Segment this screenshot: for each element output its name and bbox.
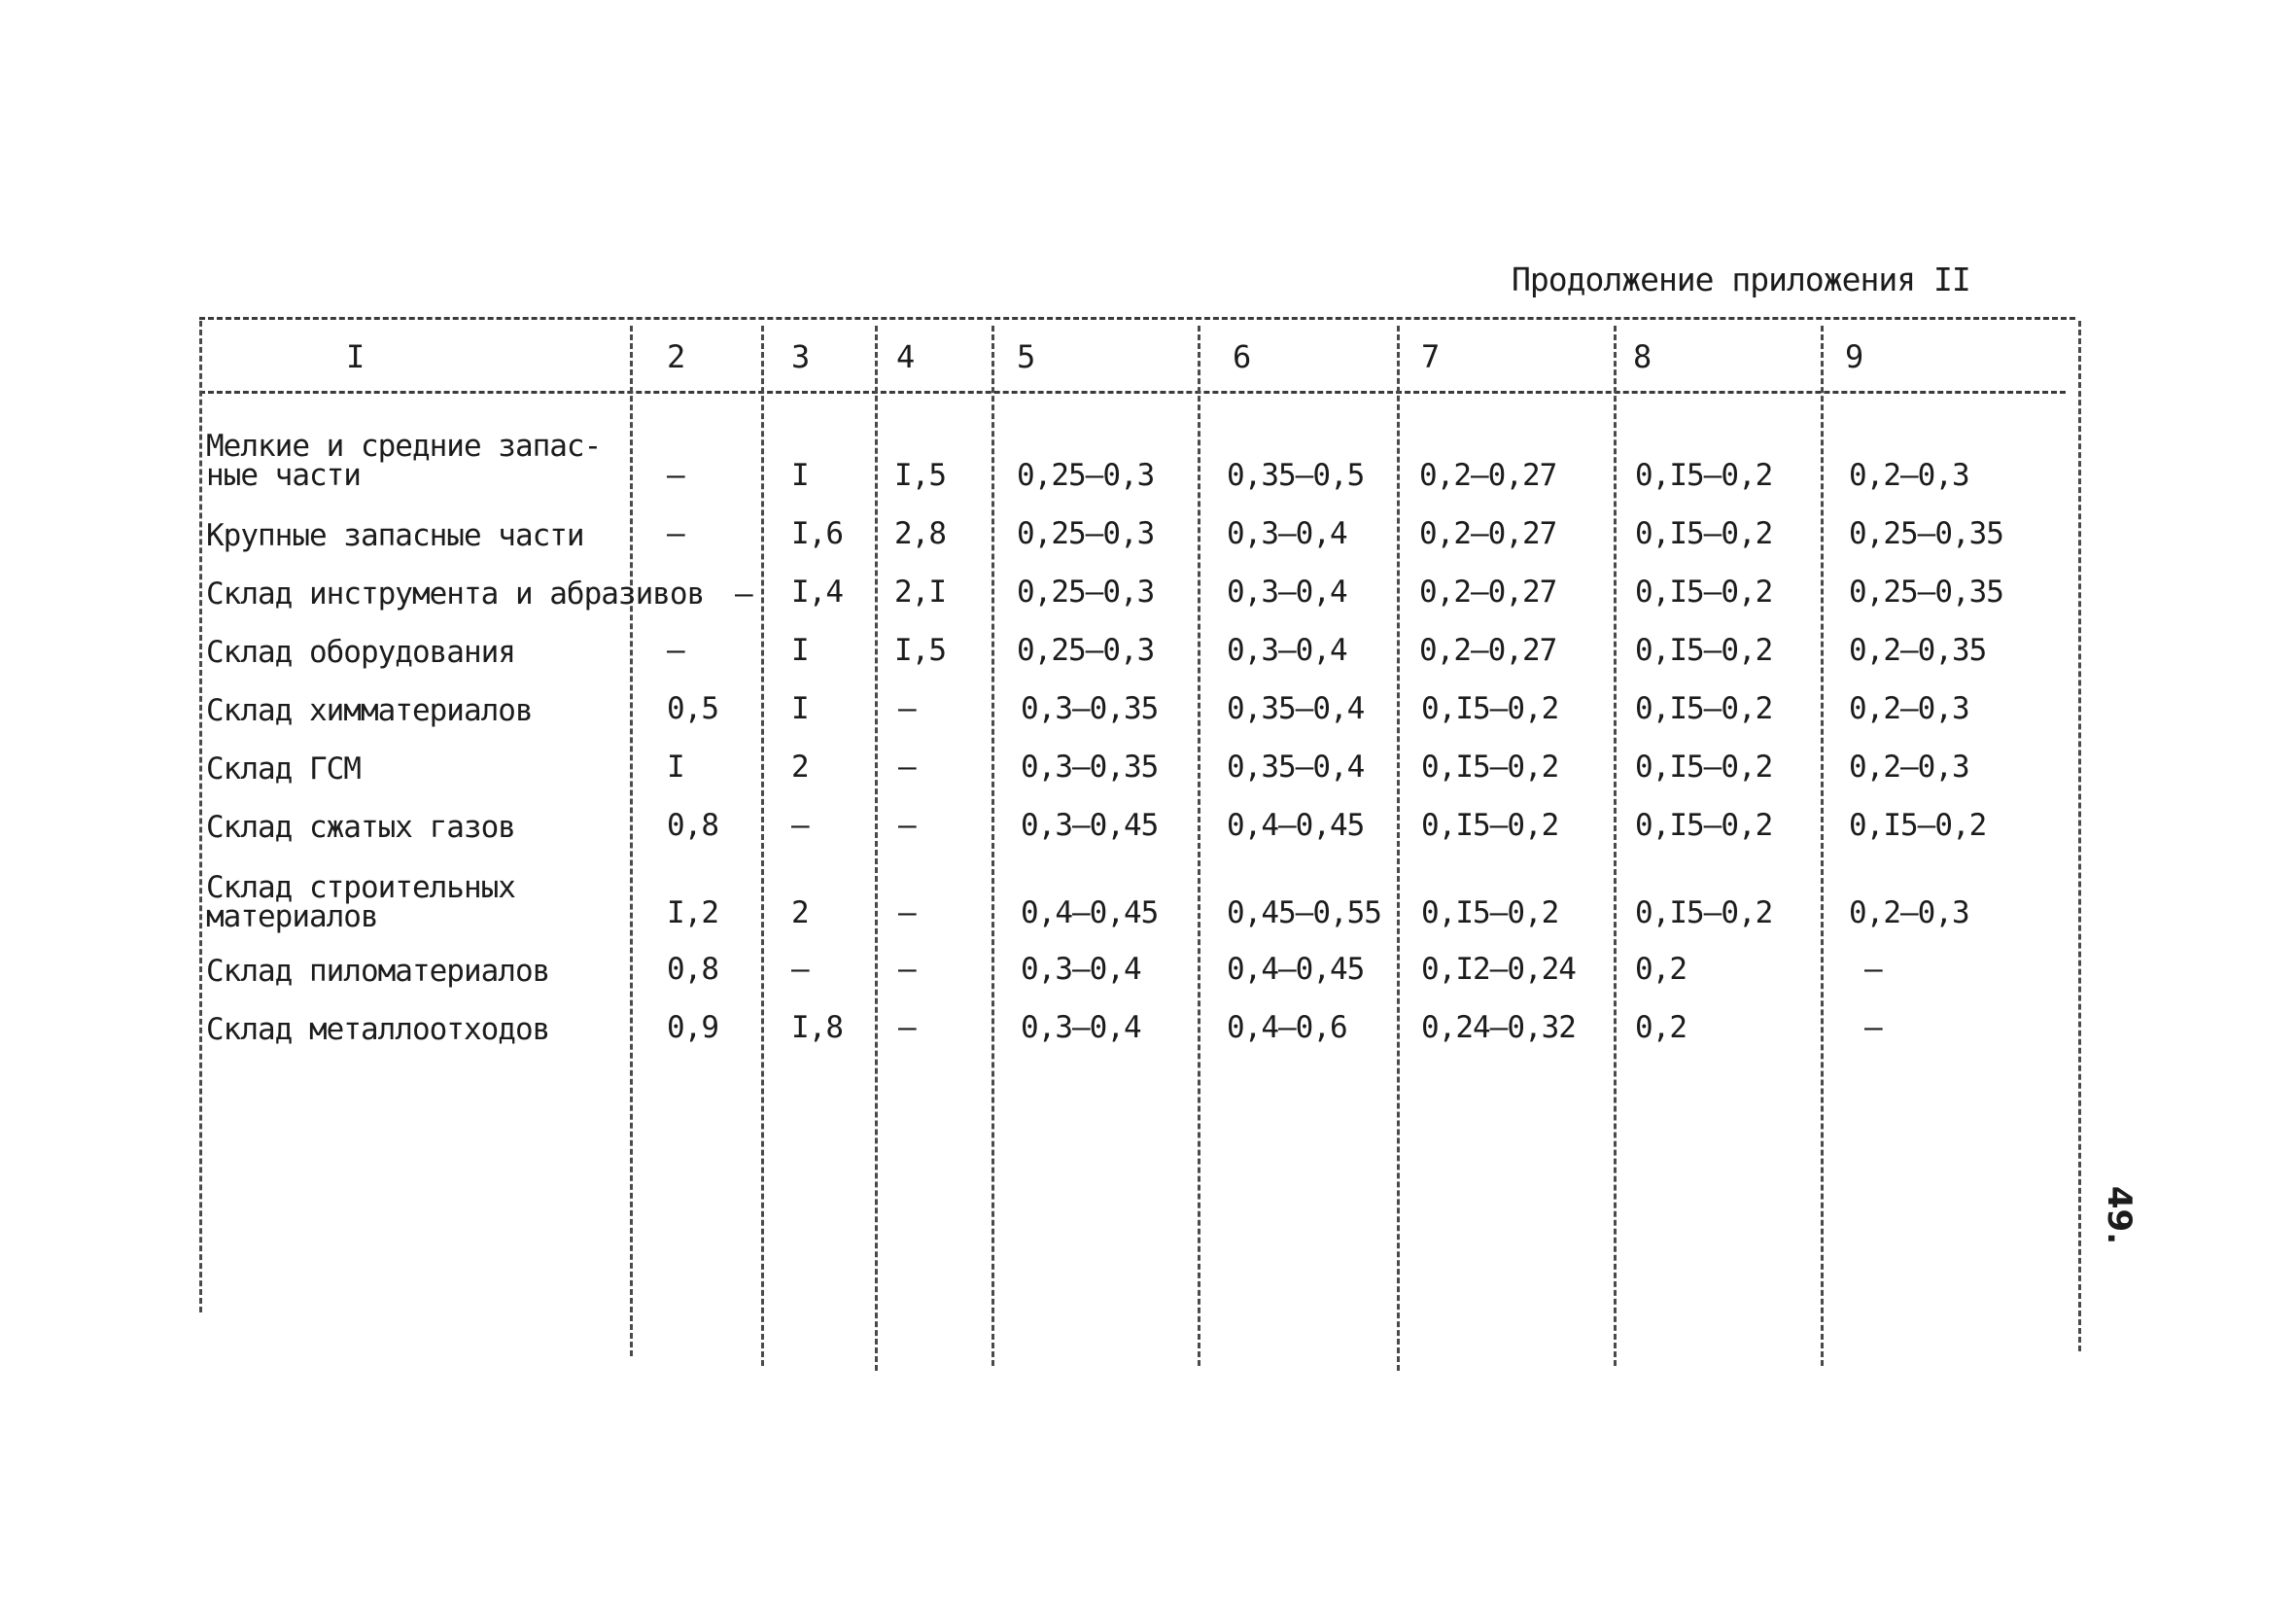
table-cell: – xyxy=(1864,1010,1882,1045)
table-cell: 0,2–0,3 xyxy=(1849,458,1969,493)
table-cell: 2,8 xyxy=(894,516,946,551)
table-cell: I,5 xyxy=(894,458,946,493)
table-cell: 0,3–0,4 xyxy=(1021,1010,1141,1045)
table-cell: – xyxy=(898,691,916,726)
column-header: 5 xyxy=(1017,338,1035,375)
column-divider xyxy=(2078,321,2081,1351)
table-cell: 0,8 xyxy=(667,808,718,843)
table-cell: 0,I5–0,2 xyxy=(1635,691,1773,726)
column-header: 2 xyxy=(667,338,685,375)
row-label: Склад инструмента и абразивов xyxy=(206,577,705,612)
row-label: Склад строительных материалов xyxy=(206,870,515,934)
row-label: Склад металлоотходов xyxy=(206,1012,550,1047)
table-cell: 0,2–0,35 xyxy=(1849,633,1987,668)
table-cell: 0,25–0,35 xyxy=(1849,516,2003,551)
table-cell: 0,I5–0,2 xyxy=(1635,458,1773,493)
table-cell: 0,I5–0,2 xyxy=(1421,895,1559,930)
table-cell: I xyxy=(791,458,809,493)
table-cell: 0,I5–0,2 xyxy=(1635,808,1773,843)
table-cell: 0,2–0,3 xyxy=(1849,895,1969,930)
table-cell: 0,25–0,3 xyxy=(1017,633,1155,668)
table-cell: 0,I5–0,2 xyxy=(1635,750,1773,785)
row-label: Мелкие и средние запас- ные части xyxy=(206,429,602,493)
table-cell: 0,2–0,3 xyxy=(1849,691,1969,726)
table-cell: 0,3–0,4 xyxy=(1021,952,1141,987)
table-cell: I xyxy=(791,691,809,726)
header-bottom-border xyxy=(199,391,2066,394)
table-cell: – xyxy=(735,577,752,612)
column-divider xyxy=(1198,326,1200,1366)
table-cell: – xyxy=(898,808,916,843)
table-cell: 0,I2–0,24 xyxy=(1421,952,1576,987)
table-cell: – xyxy=(791,808,809,843)
table-cell: 0,4–0,45 xyxy=(1021,895,1159,930)
table-cell: 2 xyxy=(791,750,809,785)
table-cell: 0,3–0,35 xyxy=(1021,750,1159,785)
table-cell: – xyxy=(667,633,684,668)
table-cell: – xyxy=(898,952,916,987)
table-cell: 0,I5–0,2 xyxy=(1635,633,1773,668)
table-cell: I,6 xyxy=(791,516,843,551)
table-cell: – xyxy=(898,1010,916,1045)
table-cell: – xyxy=(898,895,916,930)
table-cell: 0,3–0,4 xyxy=(1227,575,1347,610)
table-cell: 0,9 xyxy=(667,1010,718,1045)
table-cell: I xyxy=(667,750,684,785)
table-cell: 0,I5–0,2 xyxy=(1421,808,1559,843)
column-divider xyxy=(1821,326,1824,1366)
column-divider xyxy=(630,326,633,1356)
table-cell: 0,25–0,3 xyxy=(1017,575,1155,610)
column-divider xyxy=(875,326,878,1371)
table-cell: 0,I5–0,2 xyxy=(1849,808,1987,843)
column-header: 6 xyxy=(1233,338,1251,375)
table-cell: 0,8 xyxy=(667,952,718,987)
table-cell: 0,25–0,35 xyxy=(1849,575,2003,610)
table-cell: 0,I5–0,2 xyxy=(1635,516,1773,551)
table-cell: 0,35–0,4 xyxy=(1227,691,1365,726)
column-divider xyxy=(1397,326,1400,1371)
column-divider xyxy=(1614,326,1617,1366)
table-cell: 0,2–0,27 xyxy=(1419,516,1557,551)
table-cell: 0,3–0,4 xyxy=(1227,516,1347,551)
table-cell: 0,3–0,4 xyxy=(1227,633,1347,668)
table-cell: 2 xyxy=(791,895,809,930)
table-cell: 0,4–0,45 xyxy=(1227,952,1365,987)
column-header: 8 xyxy=(1633,338,1652,375)
row-label: Склад сжатых газов xyxy=(206,810,515,845)
row-label: Склад химматериалов xyxy=(206,693,533,728)
table-cell: 0,4–0,6 xyxy=(1227,1010,1347,1045)
table-cell: 0,5 xyxy=(667,691,718,726)
column-divider xyxy=(199,321,202,1312)
table-cell: 0,2–0,27 xyxy=(1419,575,1557,610)
table-cell: 0,2 xyxy=(1635,1010,1687,1045)
table-cell: I,8 xyxy=(791,1010,843,1045)
table-cell: I xyxy=(791,633,809,668)
table-cell: 0,24–0,32 xyxy=(1421,1010,1576,1045)
table-cell: 0,2–0,27 xyxy=(1419,633,1557,668)
page-number: 49. xyxy=(2100,1185,2139,1245)
column-header: 4 xyxy=(896,338,915,375)
table-cell: 0,35–0,4 xyxy=(1227,750,1365,785)
table-cell: I,4 xyxy=(791,575,843,610)
table-cell: I,5 xyxy=(894,633,946,668)
column-header: 7 xyxy=(1421,338,1440,375)
table-cell: I,2 xyxy=(667,895,718,930)
table-cell: 0,I5–0,2 xyxy=(1421,750,1559,785)
table-cell: 0,I5–0,2 xyxy=(1635,575,1773,610)
table-cell: 0,3–0,45 xyxy=(1021,808,1159,843)
row-label: Склад пиломатериалов xyxy=(206,954,550,989)
column-header: 3 xyxy=(791,338,810,375)
table-cell: – xyxy=(1864,952,1882,987)
table-cell: 0,I5–0,2 xyxy=(1635,895,1773,930)
table-cell: 0,2–0,27 xyxy=(1419,458,1557,493)
column-header: I xyxy=(346,338,365,375)
table-cell: 0,4–0,45 xyxy=(1227,808,1365,843)
table-cell: – xyxy=(667,458,684,493)
table-cell: – xyxy=(667,516,684,551)
table-cell: 0,35–0,5 xyxy=(1227,458,1365,493)
table-cell: 0,3–0,35 xyxy=(1021,691,1159,726)
column-header: 9 xyxy=(1845,338,1863,375)
column-divider xyxy=(991,326,994,1366)
table-cell: 0,25–0,3 xyxy=(1017,516,1155,551)
table-cell: 2,I xyxy=(894,575,946,610)
table-cell: – xyxy=(898,750,916,785)
table-caption: Продолжение приложения II xyxy=(1512,261,1970,298)
row-label: Крупные запасные части xyxy=(206,518,584,553)
table-cell: 0,45–0,55 xyxy=(1227,895,1381,930)
table-cell: – xyxy=(791,952,809,987)
table-cell: 0,I5–0,2 xyxy=(1421,691,1559,726)
table-top-border xyxy=(199,317,2075,320)
table-cell: 0,25–0,3 xyxy=(1017,458,1155,493)
column-divider xyxy=(761,326,764,1366)
row-label: Склад оборудования xyxy=(206,635,515,670)
row-label: Склад ГСМ xyxy=(206,752,361,787)
table-cell: 0,2–0,3 xyxy=(1849,750,1969,785)
table-cell: 0,2 xyxy=(1635,952,1687,987)
